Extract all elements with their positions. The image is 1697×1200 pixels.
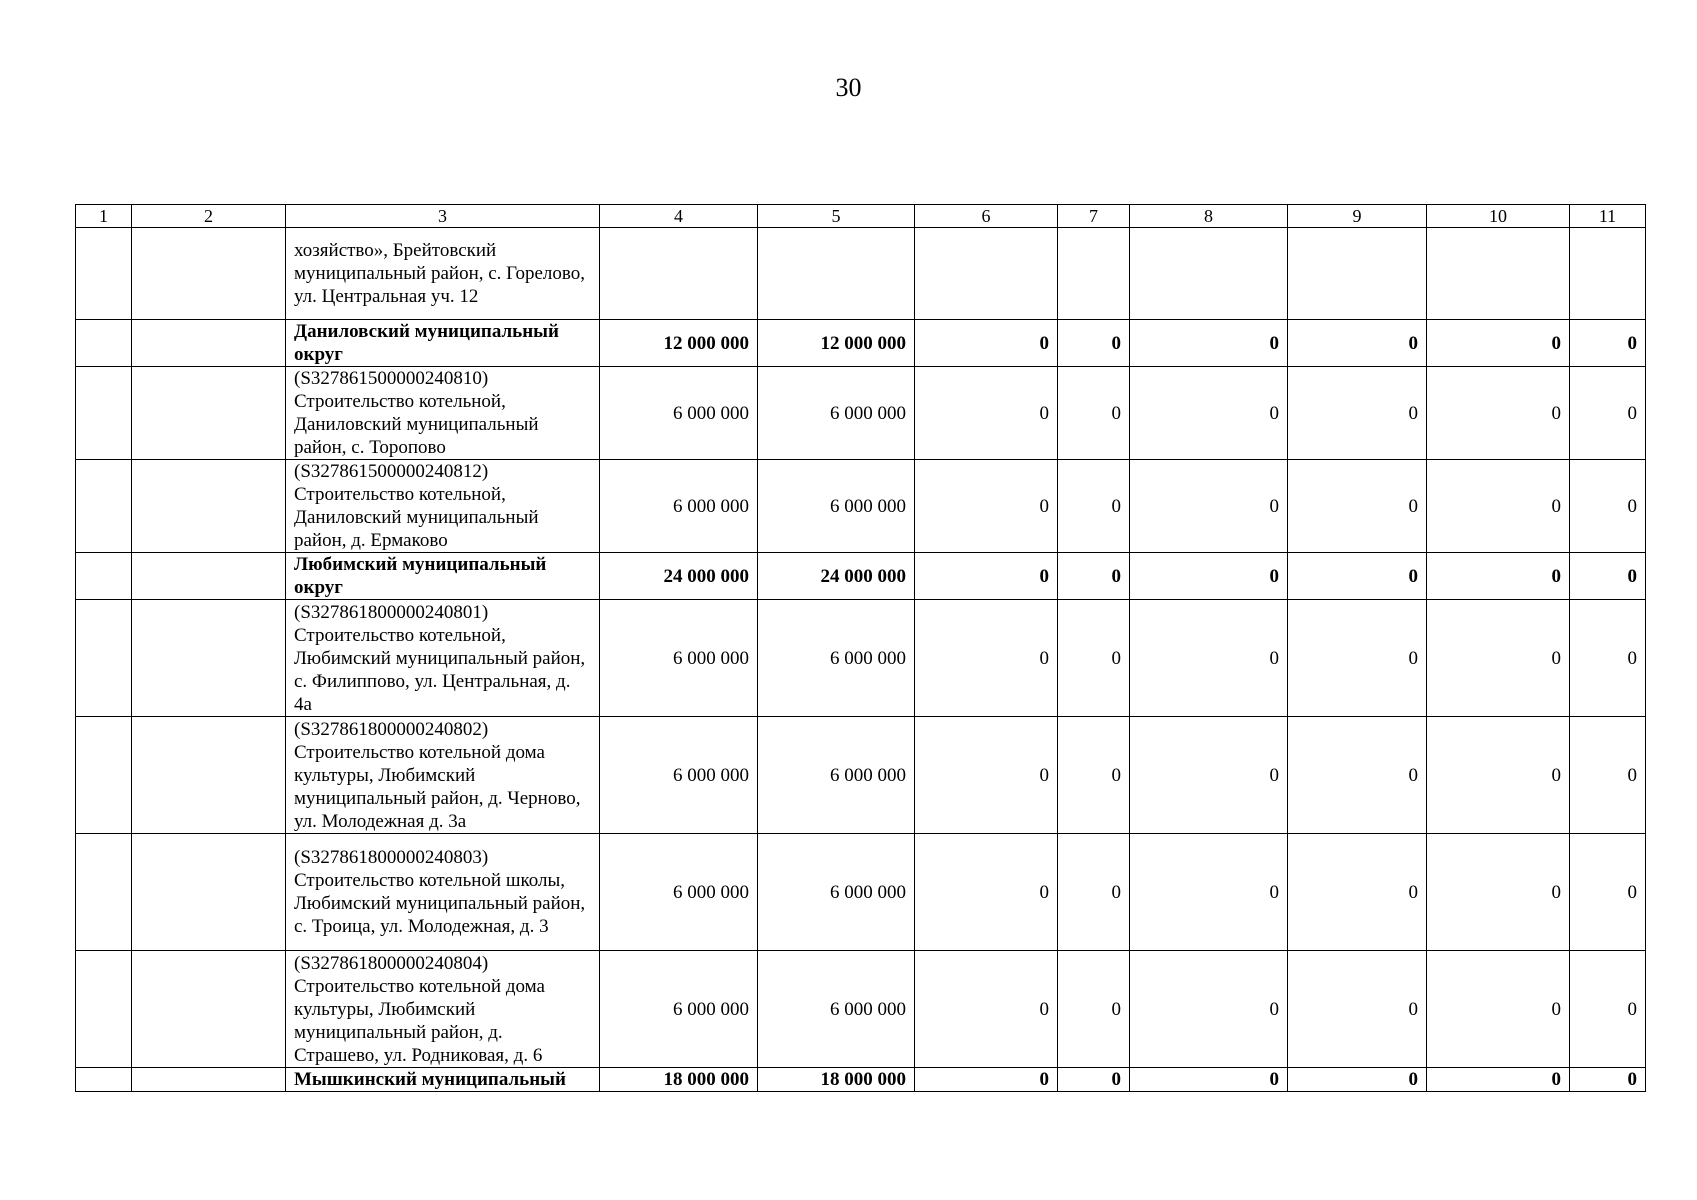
cell-col8: 0 xyxy=(1130,553,1288,600)
cell-col9: 0 xyxy=(1288,951,1427,1068)
object-description: (S327861800000240804) Строительство котельной дома культуры, Любимский муниципальный район, д. Страшево, ул. Родниковая, д. 6 xyxy=(286,951,600,1068)
column-header: 8 xyxy=(1130,205,1288,228)
cell-col1 xyxy=(76,460,132,553)
cell-col7: 0 xyxy=(1058,600,1130,717)
cell-col11: 0 xyxy=(1570,1068,1646,1092)
budget-table xyxy=(75,204,1646,1092)
cell-col2 xyxy=(132,367,286,460)
cell-col1 xyxy=(76,553,132,600)
page-number: 30 xyxy=(835,73,862,102)
cell-col9: 0 xyxy=(1288,717,1427,834)
table-row xyxy=(76,600,1646,717)
cell-col10: 0 xyxy=(1427,717,1570,834)
cell-col1 xyxy=(76,367,132,460)
cell-col7: 0 xyxy=(1058,553,1130,600)
cell-col4: 18 000 000 xyxy=(600,1068,758,1092)
object-description: (S327861500000240812) Строительство котельной, Даниловский муниципальный район, д. Ермаково xyxy=(286,460,600,553)
cell-col10: 0 xyxy=(1427,1068,1570,1092)
cell-col11: 0 xyxy=(1570,834,1646,951)
cell-col10: 0 xyxy=(1427,834,1570,951)
cell-col6: 0 xyxy=(915,834,1058,951)
cell-col9: 0 xyxy=(1288,460,1427,553)
table-row xyxy=(76,834,1646,951)
column-number-row xyxy=(76,205,1646,228)
cell-col10 xyxy=(1427,228,1570,320)
cell-col2 xyxy=(132,1068,286,1092)
table-row-group xyxy=(76,1068,1646,1092)
cell-col2 xyxy=(132,553,286,600)
cell-col5: 6 000 000 xyxy=(758,460,915,553)
cell-col5: 24 000 000 xyxy=(758,553,915,600)
cell-col8: 0 xyxy=(1130,600,1288,717)
cell-col6: 0 xyxy=(915,460,1058,553)
cell-col9: 0 xyxy=(1288,367,1427,460)
group-title: Даниловский муниципальный округ xyxy=(286,320,600,367)
column-header: 6 xyxy=(915,205,1058,228)
cell-col1 xyxy=(76,834,132,951)
object-description: (S327861800000240802) Строительство котельной дома культуры, Любимский муниципальный район, д. Черново, ул. Молодежная д. 3а xyxy=(286,717,600,834)
cell-col9: 0 xyxy=(1288,834,1427,951)
cell-col8: 0 xyxy=(1130,717,1288,834)
table-row xyxy=(76,460,1646,553)
column-header: 7 xyxy=(1058,205,1130,228)
cell-col11: 0 xyxy=(1570,553,1646,600)
cell-col6: 0 xyxy=(915,320,1058,367)
cell-col1 xyxy=(76,228,132,320)
cell-col8: 0 xyxy=(1130,834,1288,951)
cell-col7 xyxy=(1058,228,1130,320)
cell-col10: 0 xyxy=(1427,553,1570,600)
column-header: 3 xyxy=(286,205,600,228)
cell-col9: 0 xyxy=(1288,553,1427,600)
cell-col6: 0 xyxy=(915,367,1058,460)
cell-col2 xyxy=(132,834,286,951)
table-row xyxy=(76,717,1646,834)
group-title: Мышкинский муниципальный xyxy=(286,1068,600,1092)
cell-col5: 6 000 000 xyxy=(758,834,915,951)
cell-col7: 0 xyxy=(1058,1068,1130,1092)
cell-col8 xyxy=(1130,228,1288,320)
cell-col1 xyxy=(76,717,132,834)
cell-col4: 6 000 000 xyxy=(600,600,758,717)
cell-col11: 0 xyxy=(1570,717,1646,834)
cell-col4 xyxy=(600,228,758,320)
cell-col10: 0 xyxy=(1427,951,1570,1068)
column-header: 9 xyxy=(1288,205,1427,228)
cell-col5 xyxy=(758,228,915,320)
cell-col6: 0 xyxy=(915,553,1058,600)
cell-col9: 0 xyxy=(1288,320,1427,367)
cell-col10: 0 xyxy=(1427,367,1570,460)
cell-col2 xyxy=(132,717,286,834)
cell-col2 xyxy=(132,460,286,553)
cell-col6: 0 xyxy=(915,1068,1058,1092)
cell-col11: 0 xyxy=(1570,367,1646,460)
cell-col8: 0 xyxy=(1130,951,1288,1068)
cell-col2 xyxy=(132,951,286,1068)
cell-col1 xyxy=(76,600,132,717)
cell-col7: 0 xyxy=(1058,367,1130,460)
cell-col11: 0 xyxy=(1570,460,1646,553)
cell-col9 xyxy=(1288,228,1427,320)
cell-col5: 6 000 000 xyxy=(758,367,915,460)
cell-col10: 0 xyxy=(1427,600,1570,717)
object-description: (S327861800000240803) Строительство котельной школы, Любимский муниципальный район, с. Троица, ул. Молодежная, д. 3 xyxy=(286,834,600,951)
group-title: Любимский муниципальный округ xyxy=(286,553,600,600)
cell-col11 xyxy=(1570,228,1646,320)
cell-col4: 6 000 000 xyxy=(600,460,758,553)
cell-col7: 0 xyxy=(1058,320,1130,367)
cell-col10: 0 xyxy=(1427,320,1570,367)
cell-col7: 0 xyxy=(1058,717,1130,834)
cell-col2 xyxy=(132,600,286,717)
cell-col11: 0 xyxy=(1570,320,1646,367)
cell-col8: 0 xyxy=(1130,1068,1288,1092)
object-description: хозяйство», Брейтовский муниципальный район, с. Горелово, ул. Центральная уч. 12 xyxy=(286,228,600,320)
cell-col5: 6 000 000 xyxy=(758,600,915,717)
table-row xyxy=(76,951,1646,1068)
column-header: 5 xyxy=(758,205,915,228)
cell-col10: 0 xyxy=(1427,460,1570,553)
cell-col7: 0 xyxy=(1058,951,1130,1068)
cell-col1 xyxy=(76,951,132,1068)
cell-col5: 6 000 000 xyxy=(758,951,915,1068)
object-description: (S327861800000240801) Строительство котельной, Любимский муниципальный район, с. Филиппово, ул. Центральная, д. 4а xyxy=(286,600,600,717)
cell-col11: 0 xyxy=(1570,951,1646,1068)
cell-col5: 6 000 000 xyxy=(758,717,915,834)
object-description: (S327861500000240810) Строительство котельной, Даниловский муниципальный район, с. Торопово xyxy=(286,367,600,460)
column-header: 4 xyxy=(600,205,758,228)
table-row xyxy=(76,228,1646,320)
cell-col1 xyxy=(76,320,132,367)
cell-col5: 12 000 000 xyxy=(758,320,915,367)
table-row-group xyxy=(76,553,1646,600)
cell-col7: 0 xyxy=(1058,460,1130,553)
cell-col4: 24 000 000 xyxy=(600,553,758,600)
column-header: 2 xyxy=(132,205,286,228)
cell-col6: 0 xyxy=(915,717,1058,834)
cell-col8: 0 xyxy=(1130,367,1288,460)
cell-col8: 0 xyxy=(1130,460,1288,553)
cell-col9: 0 xyxy=(1288,600,1427,717)
column-header: 10 xyxy=(1427,205,1570,228)
cell-col9: 0 xyxy=(1288,1068,1427,1092)
cell-col4: 6 000 000 xyxy=(600,951,758,1068)
cell-col6 xyxy=(915,228,1058,320)
cell-col6: 0 xyxy=(915,951,1058,1068)
cell-col2 xyxy=(132,320,286,367)
column-header: 11 xyxy=(1570,205,1646,228)
cell-col8: 0 xyxy=(1130,320,1288,367)
table-row xyxy=(76,367,1646,460)
cell-col4: 6 000 000 xyxy=(600,367,758,460)
table-row-group xyxy=(76,320,1646,367)
cell-col1 xyxy=(76,1068,132,1092)
cell-col4: 6 000 000 xyxy=(600,717,758,834)
cell-col4: 6 000 000 xyxy=(600,834,758,951)
cell-col2 xyxy=(132,228,286,320)
cell-col5: 18 000 000 xyxy=(758,1068,915,1092)
column-header: 1 xyxy=(76,205,132,228)
cell-col11: 0 xyxy=(1570,600,1646,717)
cell-col7: 0 xyxy=(1058,834,1130,951)
cell-col6: 0 xyxy=(915,600,1058,717)
cell-col4: 12 000 000 xyxy=(600,320,758,367)
